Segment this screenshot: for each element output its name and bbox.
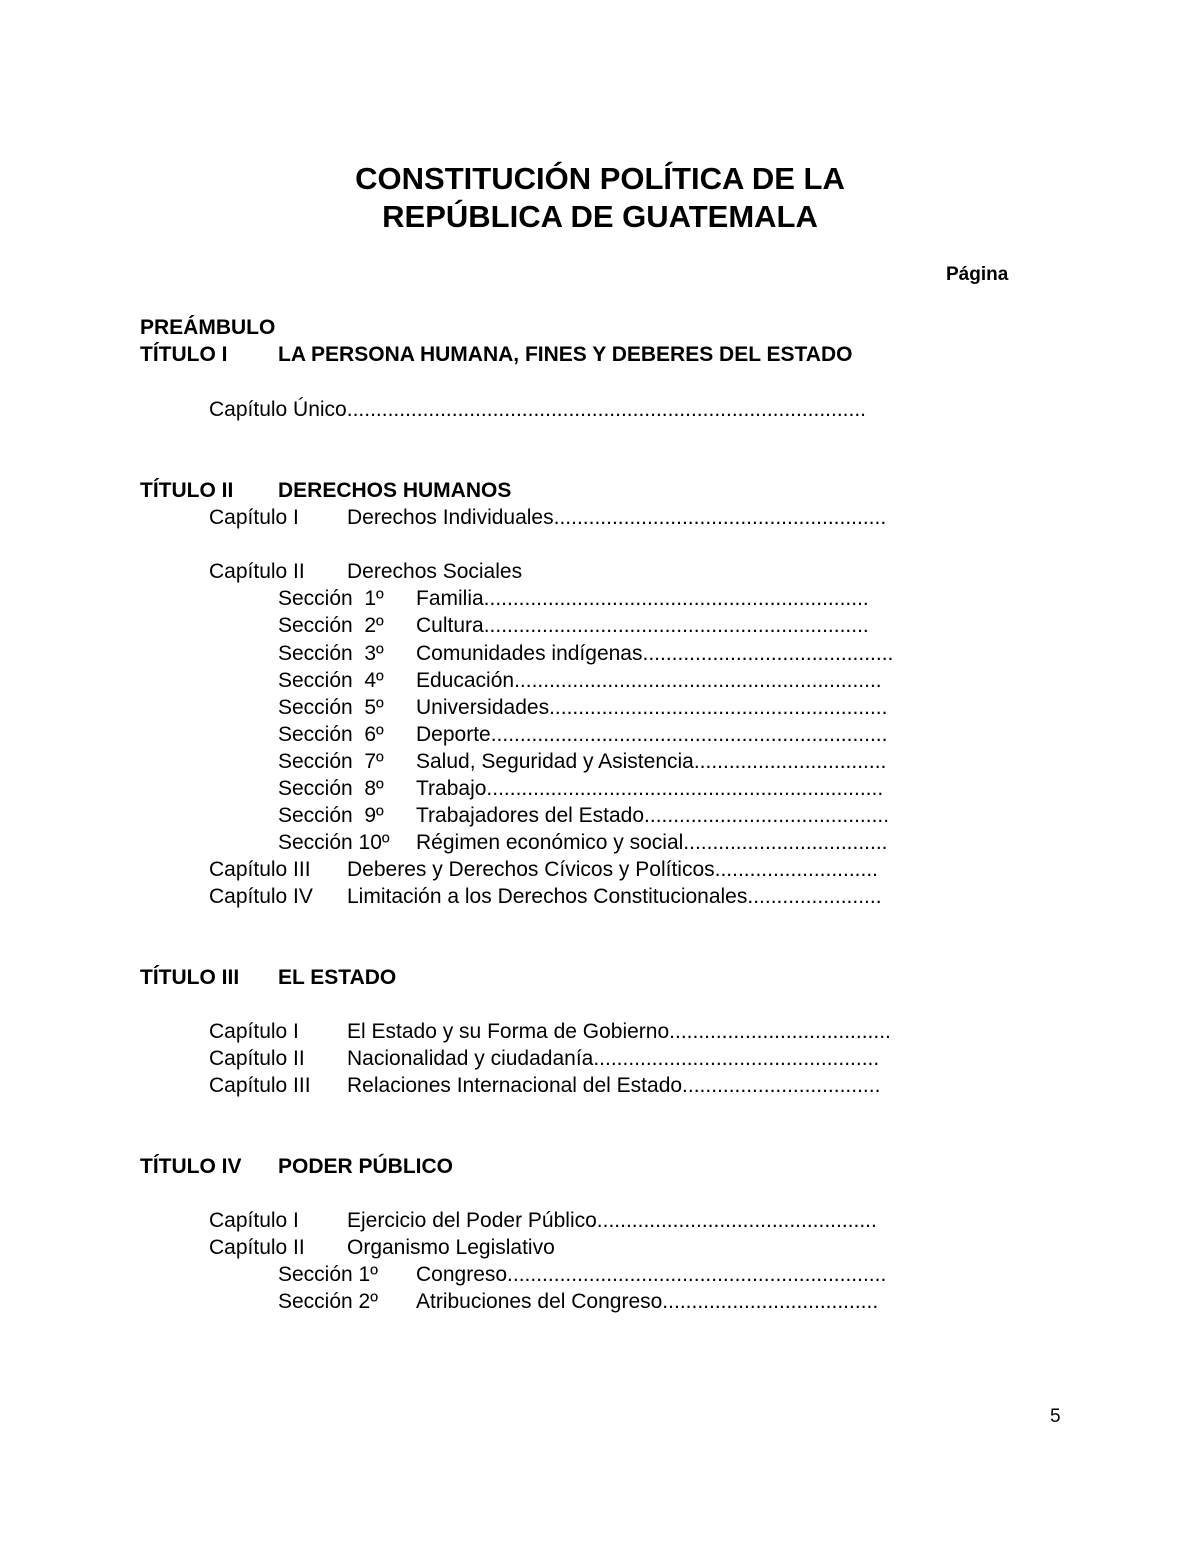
toc-entry-label: Capítulo I xyxy=(209,1020,299,1043)
seccion-label: Sección 10º xyxy=(278,831,390,854)
seccion-label: Sección 8º xyxy=(278,777,384,800)
seccion-text: Familia.................................................................. xyxy=(416,587,869,610)
seccion-label: Sección 1º xyxy=(278,1263,378,1286)
titulo-1-name: LA PERSONA HUMANA, FINES Y DEBERES DEL ESTADO xyxy=(278,343,853,366)
titulo-3-label: TÍTULO III xyxy=(140,966,240,989)
toc-entry-text: Relaciones Internacional del Estado.................................. xyxy=(347,1074,881,1097)
toc-entry-text: Deberes y Derechos Cívicos y Políticos............................ xyxy=(347,858,878,881)
toc-entry-label: Capítulo II xyxy=(209,560,305,583)
toc-entry-label: Capítulo III xyxy=(209,1074,311,1097)
titulo-1-label: TÍTULO I xyxy=(140,343,228,366)
seccion-label: Sección 7º xyxy=(278,750,384,773)
toc-entry-text: Derechos Individuales......................................................... xyxy=(347,506,887,529)
toc-entry-text: Ejercicio del Poder Público................................................ xyxy=(347,1209,877,1232)
seccion-label: Sección 5º xyxy=(278,696,384,719)
seccion-label: Sección 2º xyxy=(278,614,384,637)
page-number: 5 xyxy=(1050,1406,1061,1427)
seccion-label: Sección 1º xyxy=(278,587,384,610)
toc-entry-text: Limitación a los Derechos Constitucionales....................... xyxy=(347,885,882,908)
toc-entry-text: Derechos Sociales xyxy=(347,560,523,583)
seccion-text: Trabajo.................................................................... xyxy=(416,777,884,800)
seccion-text: Deporte.................................................................... xyxy=(416,723,888,746)
toc-entry-text: Nacionalidad y ciudadanía................................................. xyxy=(347,1047,880,1070)
seccion-text: Régimen económico y social................................... xyxy=(416,831,888,854)
seccion-label: Sección 6º xyxy=(278,723,384,746)
toc-entry-text: Organismo Legislativo xyxy=(347,1236,555,1259)
page-column-header: Página xyxy=(946,264,1009,285)
seccion-text: Atribuciones del Congreso..................................... xyxy=(416,1290,879,1313)
titulo-2-name: DERECHOS HUMANOS xyxy=(278,479,512,502)
preamble-heading: PREÁMBULO xyxy=(140,316,276,339)
title-line-1: CONSTITUCIÓN POLÍTICA DE LA xyxy=(355,161,845,196)
seccion-text: Trabajadores del Estado.......................................... xyxy=(416,804,890,827)
titulo-2-label: TÍTULO II xyxy=(140,479,234,502)
seccion-text: Universidades.......................................................... xyxy=(416,696,888,719)
seccion-text: Educación............................................................... xyxy=(416,669,882,692)
seccion-label: Sección 2º xyxy=(278,1290,378,1313)
toc-entry-text: El Estado y su Forma de Gobierno...................................... xyxy=(347,1020,891,1043)
seccion-label: Sección 9º xyxy=(278,804,384,827)
seccion-text: Comunidades indígenas........................................... xyxy=(416,642,894,665)
titulo-3-name: EL ESTADO xyxy=(278,966,397,989)
title-line-2: REPÚBLICA DE GUATEMALA xyxy=(382,199,818,234)
toc-entry-capitulo-unico: Capítulo Único......................................................................................... xyxy=(209,398,867,421)
seccion-text: Salud, Seguridad y Asistencia................................. xyxy=(416,750,887,773)
titulo-4-name: PODER PÚBLICO xyxy=(278,1155,454,1178)
toc-entry-label: Capítulo II xyxy=(209,1236,305,1259)
toc-entry-label: Capítulo I xyxy=(209,506,299,529)
seccion-text: Cultura.................................................................. xyxy=(416,614,869,637)
titulo-4-label: TÍTULO IV xyxy=(140,1155,242,1178)
toc-entry-label: Capítulo III xyxy=(209,858,311,881)
seccion-text: Congreso................................................................. xyxy=(416,1263,887,1286)
toc-entry-label: Capítulo IV xyxy=(209,885,313,908)
toc-entry-label: Capítulo II xyxy=(209,1047,305,1070)
seccion-label: Sección 3º xyxy=(278,642,384,665)
seccion-label: Sección 4º xyxy=(278,669,384,692)
toc-entry-label: Capítulo I xyxy=(209,1209,299,1232)
